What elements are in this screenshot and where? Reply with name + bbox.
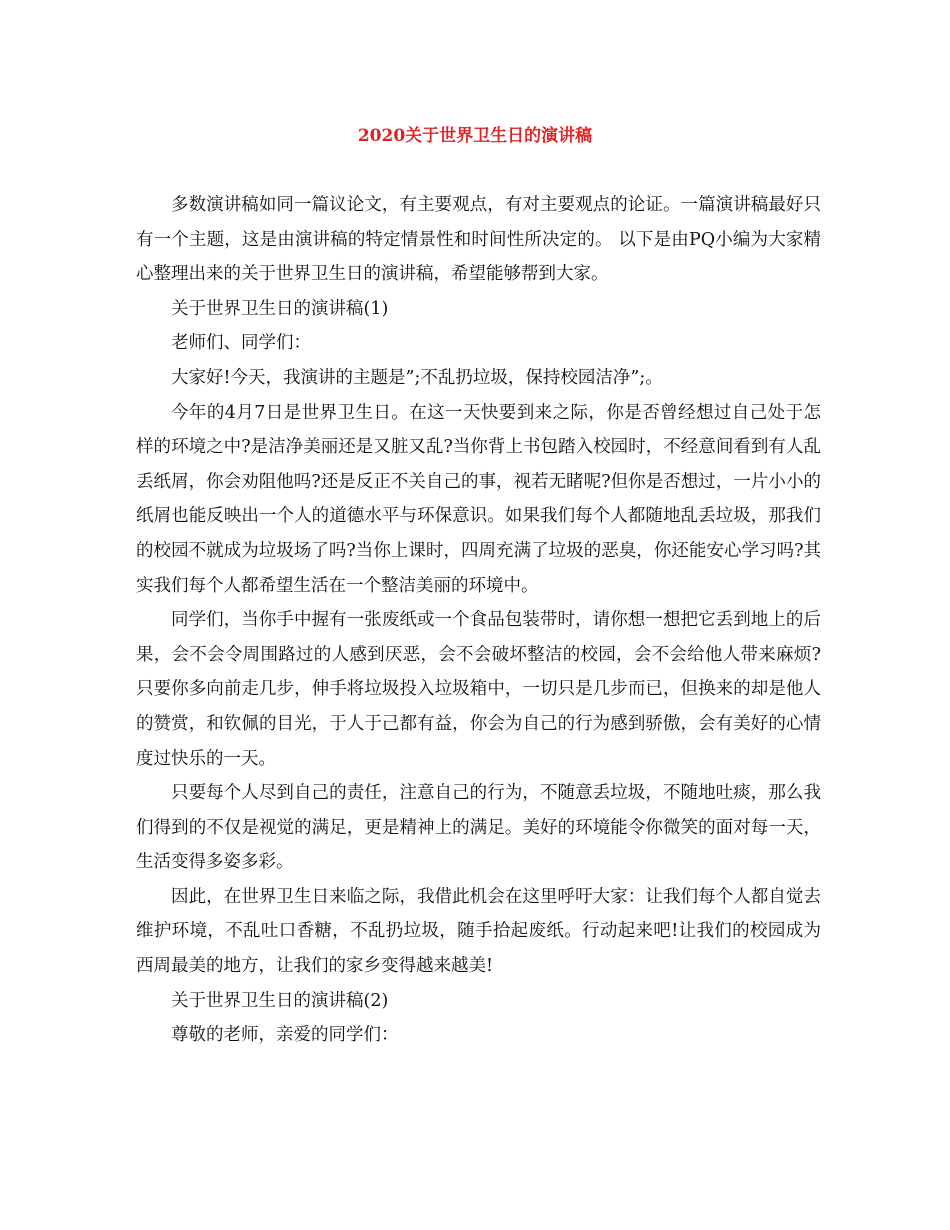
body-paragraph: 今年的4月7日是世界卫生日。在这一天快要到来之际，你是否曾经想过自己处于怎样的环境之中?是洁净美丽还是又脏又乱?当你背上书包踏入校园时，不经意间看到有人乱丢纸屑，你会劝阻他吗?还是反正不关自己的事，视若无睹呢?但你是否想过，一片小小的纸屑也能反映出一个人的道德水平与环保意识。如果我们每个人都随地乱丢垃圾，那我们的校园不就成为垃圾场了吗?当你上课时，四周充满了垃圾的恶臭，你还能安心学习吗?其实我们每个人都希望生活在一个整洁美丽的环境中。 [136,402,821,596]
body-paragraph: 因此，在世界卫生日来临之际，我借此机会在这里呼吁大家：让我们每个人都自觉去维护环境，不乱吐口香糖，不乱扔垃圾，随手拾起废纸。行动起来吧!让我们的校园成为西周最美的地方，让我们的家乡变得越来越美! [136,886,821,977]
intro-paragraph: 多数演讲稿如同一篇议论文，有主要观点，有对主要观点的论证。一篇演讲稿最好只有一个主题，这是由演讲稿的特定情景性和时间性所决定的。 以下是由PQ小编为大家精心整理出来的关于世界卫生日的演讲稿，希望能够帮到大家。 [136,195,821,285]
salutation-2: 尊敬的老师，亲爱的同学们： [171,1025,399,1046]
body-paragraph: 同学们，当你手中握有一张废纸或一个食品包装带时，请你想一想把它丢到地上的后果，会不会令周围路过的人感到厌恶，会不会破坏整洁的校园，会不会给他人带来麻烦?只要你多向前走几步，伸手将垃圾投入垃圾箱中，一切只是几步而已，但换来的却是他人的赞赏，和钦佩的目光，于人于己都有益，你会为自己的行为感到骄傲，会有美好的心情度过快乐的一天。 [136,610,821,769]
document-body [136,188,821,1053]
salutation-1: 老师们、同学们： [171,333,311,354]
body-paragraph: 只要每个人尽到自己的责任，注意自己的行为，不随意丢垃圾，不随地吐痰，那么我们得到的不仅是视觉的满足，更是精神上的满足。美好的环境能令你微笑的面对每一天，生活变得多姿多彩。 [136,783,821,873]
section-heading-1: 关于世界卫生日的演讲稿(1) [171,298,389,319]
section-heading-2: 关于世界卫生日的演讲稿(2) [171,990,389,1011]
greeting-paragraph: 大家好!今天，我演讲的主题是”;不乱扔垃圾，保持校园洁净”;。 [171,367,663,388]
document-title: 2020关于世界卫生日的演讲稿 [357,126,593,146]
